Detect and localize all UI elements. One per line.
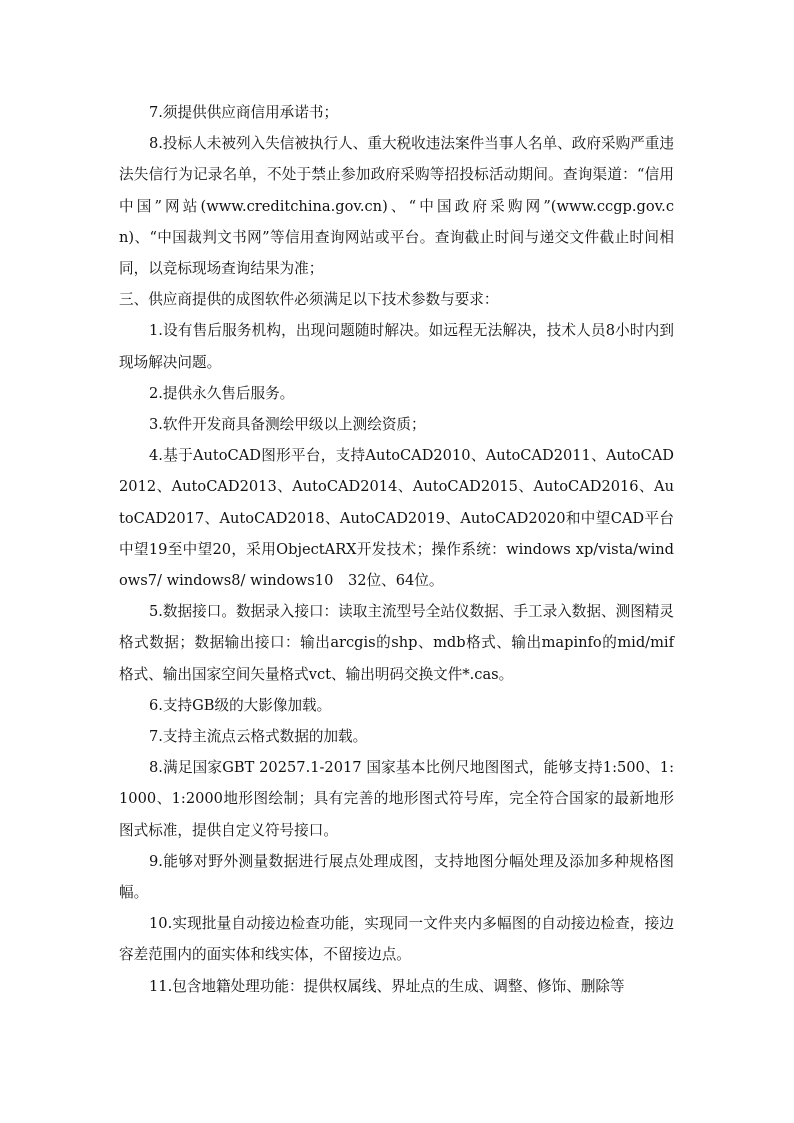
paragraph-req-6-image-loading: 6.支持GB级的大影像加载。 (149, 696, 332, 714)
paragraph-req-2-permanent-service: 2.提供永久售后服务。 (149, 384, 295, 402)
paragraph-item-8-credit-query: 8.投标人未被列入失信被执行人、重大税收违法案件当事人名单、政府采购严重违法失信行为记录名单，不处于禁止参加政府采购等招投标活动期间。查询渠道：“信用中国”网站(www.creditchina.gov.cn)、“中国政府采购网”(www.ccgp.gov.cn)、“中国裁判文书网”等信用查询网站或平台。查询截止时间与递交文件截止时间相同，以竞标现场查询结果为准； (119, 135, 674, 278)
paragraph-req-4-platform: 4.基于AutoCAD图形平台，支持AutoCAD2010、AutoCAD2011、AutoCAD2012、AutoCAD2013、AutoCAD2014、AutoCAD2015、AutoCAD2016、AutoCAD2017、AutoCAD2018、AutoCAD2019、AutoCAD2020和中望CAD平台中望19至中望20，采用ObjectARX开发技术；操作系统：windows xp/vista/windows7/ windows8/ windows10 32位、64位。 (119, 447, 674, 590)
paragraph-req-11-cadastral: 11.包含地籍处理功能：提供权属线、界址点的生成、调整、修饰、删除等 (149, 977, 625, 995)
paragraph-req-10-edge-check: 10.实现批量自动接边检查功能，实现同一文件夹内多幅图的自动接边检查，接边容差范围内的面实体和线实体，不留接边点。 (119, 915, 674, 964)
paragraph-req-3-qualification: 3.软件开发商具备测绘甲级以上测绘资质； (149, 416, 426, 434)
paragraph-req-1-after-sales: 1.设有售后服务机构，出现问题随时解决。如远程无法解决，技术人员8小时内到现场解决问题。 (119, 322, 674, 371)
document-body (119, 97, 674, 1002)
paragraph-req-7-point-cloud: 7.支持主流点云格式数据的加载。 (149, 728, 368, 746)
paragraph-req-8-map-standard: 8.满足国家GBT 20257.1-2017 国家基本比例尺地图图式，能够支持1:500、1:1000、1:2000地形图绘制；具有完善的地形图式符号库，完全符合国家的最新地形图式标准，提供自定义符号接口。 (119, 759, 674, 839)
paragraph-item-7-credit-commitment: 7.须提供供应商信用承诺书； (149, 104, 339, 121)
paragraph-req-9-field-data: 9.能够对野外测量数据进行展点处理成图，支持地图分幅处理及添加多种规格图幅。 (119, 852, 674, 902)
section-heading-software-requirements: 三、供应商提供的成图软件必须满足以下技术参数与要求： (119, 291, 499, 309)
paragraph-req-5-data-interface: 5.数据接口。数据录入接口：读取主流型号全站仪数据、手工录入数据、测图精灵格式数据；数据输出接口：输出arcgis的shp、mdb格式、输出mapinfo的mid/mif格式、输出国家空间矢量格式vct、输出明码交换文件*.cas。 (119, 603, 674, 683)
